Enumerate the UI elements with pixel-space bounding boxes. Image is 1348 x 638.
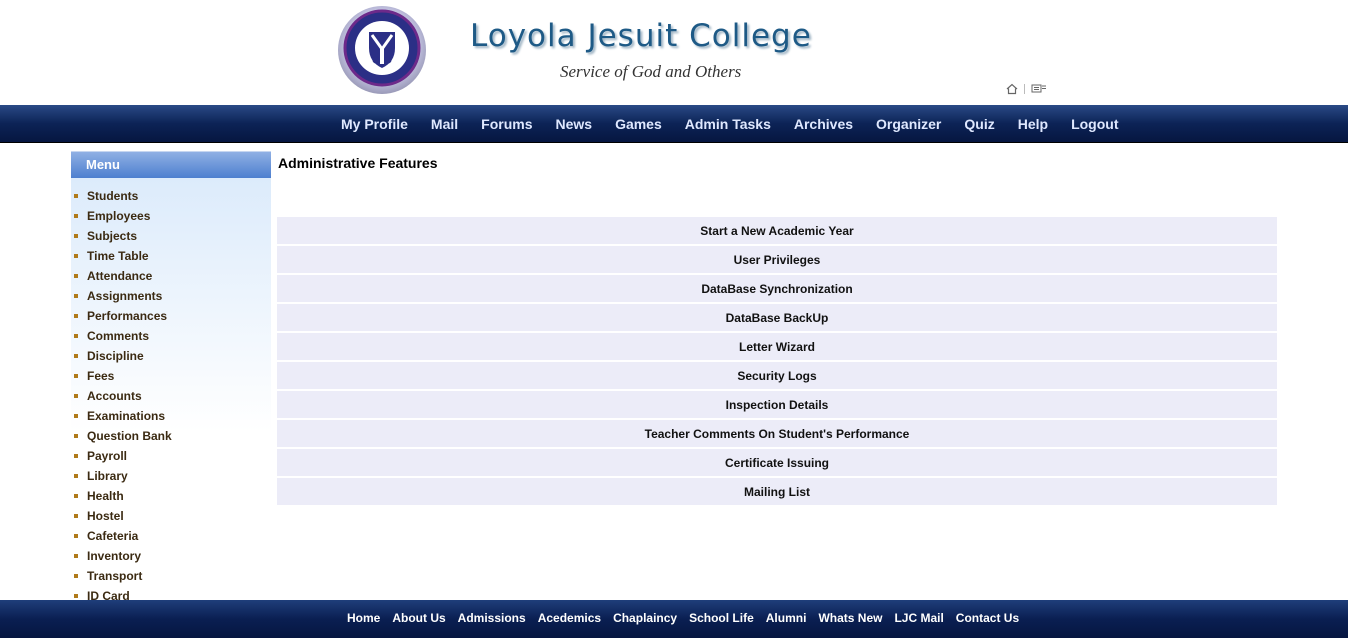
sidebar-link-fees[interactable]: Fees — [87, 369, 115, 383]
feature-row-certificate-issuing — [277, 449, 1277, 476]
sidebar-link-id-card[interactable]: ID Card — [87, 589, 130, 600]
sidebar-link-transport[interactable]: Transport — [87, 569, 143, 583]
bullet-icon — [74, 294, 78, 298]
topnav-item-admin-tasks — [685, 116, 794, 132]
footer-item-home — [347, 611, 392, 625]
sidebar-link-inventory[interactable]: Inventory — [87, 549, 142, 563]
topnav-item-my-profile — [341, 116, 431, 132]
sidebar-item-subjects — [71, 226, 271, 246]
sidebar-menu — [71, 151, 271, 600]
bullet-icon — [74, 414, 78, 418]
footer-item-admissions — [458, 611, 538, 625]
sidebar-link-time-table[interactable]: Time Table — [87, 249, 149, 263]
footer-item-contact-us — [956, 611, 1031, 625]
feature-link-teacher-comments[interactable]: Teacher Comments On Student's Performance — [644, 426, 910, 441]
topnav-item-forums — [481, 116, 555, 132]
topnav-item-organizer — [876, 116, 964, 132]
topnav-link-mail[interactable]: Mail — [430, 115, 459, 132]
footer-link-home[interactable]: Home — [347, 610, 381, 625]
feature-link-certificate-issuing[interactable]: Certificate Issuing — [724, 455, 830, 470]
feature-row-mailing-list — [277, 478, 1277, 505]
feature-row-inspection-details — [277, 391, 1277, 418]
sidebar-item-health — [71, 486, 271, 506]
feature-row-new-academic-year — [277, 217, 1277, 244]
feature-link-security-logs[interactable]: Security Logs — [737, 368, 817, 383]
topnav-link-games[interactable]: Games — [615, 115, 662, 132]
topnav-item-help — [1018, 116, 1071, 132]
sidebar-item-accounts — [71, 386, 271, 406]
bullet-icon — [74, 374, 78, 378]
sidebar-item-attendance — [71, 266, 271, 286]
sidebar-item-discipline — [71, 346, 271, 366]
feature-row-user-privileges — [277, 246, 1277, 273]
sidebar-item-examinations — [71, 406, 271, 426]
bullet-icon — [74, 514, 78, 518]
admin-features-list — [277, 217, 1277, 507]
topnav-link-quiz[interactable]: Quiz — [964, 115, 995, 132]
college-crest-logo[interactable] — [336, 4, 428, 96]
feature-link-new-academic-year[interactable]: Start a New Academic Year — [700, 223, 854, 238]
bullet-icon — [74, 254, 78, 258]
feature-link-inspection-details[interactable]: Inspection Details — [725, 397, 829, 412]
sidebar-link-payroll[interactable]: Payroll — [87, 449, 128, 463]
sidebar-link-performances[interactable]: Performances — [87, 309, 168, 323]
bullet-icon — [74, 234, 78, 238]
footer-item-about-us — [392, 611, 457, 625]
bullet-icon — [74, 394, 78, 398]
footer-item-ljc-mail — [894, 611, 955, 625]
sidebar-item-cafeteria — [71, 526, 271, 546]
footer-item-whats-new — [818, 611, 894, 625]
footer-item-chaplaincy — [613, 611, 689, 625]
sidebar-link-question-bank[interactable]: Question Bank — [87, 429, 172, 443]
feature-link-database-backup[interactable]: DataBase BackUp — [725, 310, 829, 325]
sidebar-link-subjects[interactable]: Subjects — [87, 229, 138, 243]
sidebar-link-students[interactable]: Students — [87, 189, 139, 203]
topnav-item-archives — [794, 116, 876, 132]
topnav-item-games — [615, 116, 685, 132]
feature-row-security-logs — [277, 362, 1277, 389]
sidebar-item-library — [71, 466, 271, 486]
topnav-link-news[interactable]: News — [555, 115, 593, 132]
sidebar-link-hostel[interactable]: Hostel — [87, 509, 124, 523]
sidebar-link-examinations[interactable]: Examinations — [87, 409, 166, 423]
sidebar-item-time-table — [71, 246, 271, 266]
sidebar-item-comments — [71, 326, 271, 346]
feature-link-user-privileges[interactable]: User Privileges — [733, 252, 821, 267]
bullet-icon — [74, 274, 78, 278]
bullet-icon — [74, 474, 78, 478]
sidebar-link-accounts[interactable]: Accounts — [87, 389, 142, 403]
bullet-icon — [74, 354, 78, 358]
feature-row-letter-wizard — [277, 333, 1277, 360]
header-utility-icons — [1006, 82, 1047, 96]
sidebar-link-employees[interactable]: Employees — [87, 209, 151, 223]
footer-link-ljc-mail[interactable]: LJC Mail — [894, 610, 944, 625]
topnav-item-mail — [431, 116, 481, 132]
sidebar-body[interactable] — [71, 178, 271, 600]
topnav-link-admin-tasks[interactable]: Admin Tasks — [684, 115, 771, 132]
footer-link-about-us[interactable]: About Us — [392, 610, 446, 625]
sidebar-item-hostel — [71, 506, 271, 526]
topnav-link-help[interactable]: Help — [1017, 115, 1049, 132]
sidebar-link-discipline[interactable]: Discipline — [87, 349, 144, 363]
sidebar-item-employees — [71, 206, 271, 226]
sidebar-item-inventory — [71, 546, 271, 566]
footer-item-school-life — [689, 611, 766, 625]
sidebar-link-health[interactable]: Health — [87, 489, 124, 503]
feature-row-teacher-comments — [277, 420, 1277, 447]
sidebar-item-performances — [71, 306, 271, 326]
bullet-icon — [74, 334, 78, 338]
bullet-icon — [74, 534, 78, 538]
sidebar-link-attendance[interactable]: Attendance — [87, 269, 153, 283]
footer-link-chaplaincy[interactable]: Chaplaincy — [613, 610, 678, 625]
footer-navigation — [0, 600, 1348, 638]
site-title: Loyola Jesuit College — [470, 18, 812, 54]
sidebar-item-fees — [71, 366, 271, 386]
bullet-icon — [74, 214, 78, 218]
sidebar-link-cafeteria[interactable]: Cafeteria — [87, 529, 139, 543]
topnav-link-my-profile[interactable]: My Profile — [341, 115, 408, 132]
footer-link-contact-us[interactable]: Contact Us — [955, 610, 1020, 625]
icon-separator — [1024, 84, 1025, 94]
page-title: Administrative Features — [278, 155, 438, 171]
bullet-icon — [74, 434, 78, 438]
footer-link-school-life[interactable]: School Life — [689, 610, 754, 625]
sitemap-icon[interactable] — [1031, 83, 1047, 95]
bullet-icon — [74, 194, 78, 198]
bullet-icon — [74, 494, 78, 498]
footer-link-admissions[interactable]: Admissions — [457, 610, 526, 625]
topnav-link-forums[interactable]: Forums — [481, 115, 533, 132]
footer-item-alumni — [766, 611, 819, 625]
footer-link-alumni[interactable]: Alumni — [765, 610, 807, 625]
sidebar-link-comments[interactable]: Comments — [87, 329, 150, 343]
footer-link-whats-new[interactable]: Whats New — [818, 610, 883, 625]
topnav-link-archives[interactable]: Archives — [793, 115, 854, 132]
footer-link-acedemics[interactable]: Acedemics — [537, 610, 602, 625]
feature-link-letter-wizard[interactable]: Letter Wizard — [739, 339, 815, 354]
feature-row-database-sync — [277, 275, 1277, 302]
sidebar-item-assignments — [71, 286, 271, 306]
bullet-icon — [74, 314, 78, 318]
sidebar-item-id-card — [71, 586, 271, 600]
feature-link-mailing-list[interactable]: Mailing List — [744, 484, 810, 499]
site-motto: Service of God and Others — [560, 62, 742, 81]
topnav-item-logout — [1071, 116, 1141, 132]
footer-item-acedemics — [538, 611, 613, 625]
sidebar-item-transport — [71, 566, 271, 586]
sidebar-title: Menu — [71, 151, 271, 178]
topnav-link-organizer[interactable]: Organizer — [876, 115, 942, 132]
site-header — [0, 0, 1348, 105]
top-navigation — [0, 105, 1348, 143]
topnav-item-quiz — [964, 116, 1017, 132]
sidebar-item-payroll — [71, 446, 271, 466]
sidebar-item-question-bank — [71, 426, 271, 446]
bullet-icon — [74, 554, 78, 558]
feature-row-database-backup — [277, 304, 1277, 331]
sidebar-link-assignments[interactable]: Assignments — [87, 289, 163, 303]
topnav-item-news — [555, 116, 615, 132]
bullet-icon — [74, 574, 78, 578]
home-icon[interactable] — [1006, 83, 1018, 95]
sidebar-item-students — [71, 186, 271, 206]
topnav-link-logout[interactable]: Logout — [1071, 115, 1119, 132]
sidebar-link-library[interactable]: Library — [87, 469, 128, 483]
bullet-icon — [74, 594, 78, 598]
feature-link-database-sync[interactable]: DataBase Synchronization — [701, 281, 853, 296]
bullet-icon — [74, 454, 78, 458]
